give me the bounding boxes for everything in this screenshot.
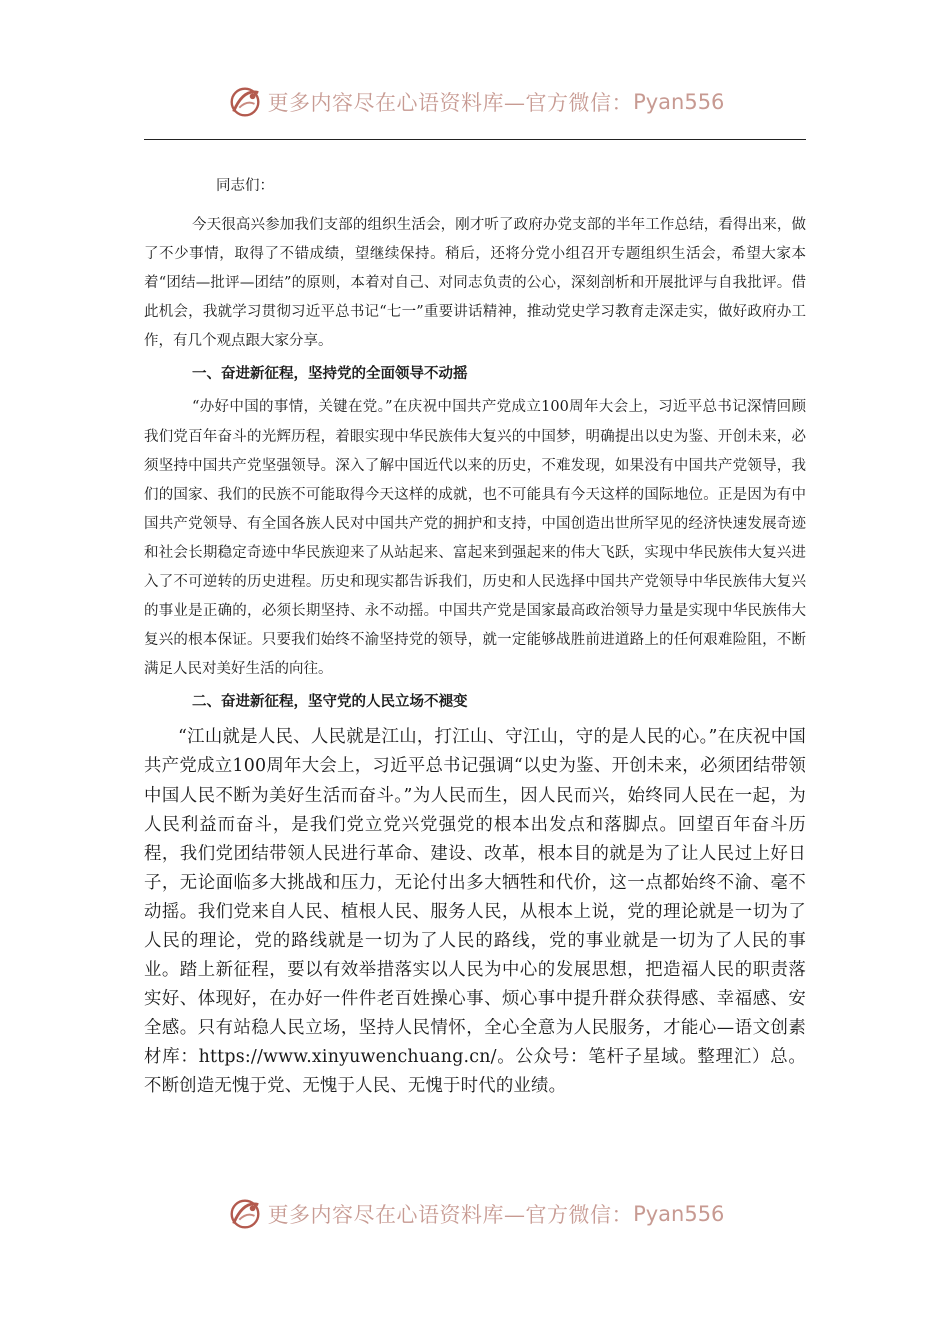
banner-text: 更多内容尽在心语资料库—官方微信： [267, 91, 634, 115]
banner-wechat-id: Pyan556 [633, 90, 725, 114]
section-1-heading: 一、奋进新征程，坚持党的全面领导不动摇 [192, 366, 468, 383]
banner-wechat-id: Pyan556 [633, 1202, 725, 1226]
banner-text: 更多内容尽在心语资料库—官方微信： [267, 1203, 634, 1227]
footer-banner [0, 1192, 950, 1236]
section-1-paragraph: “办好中国的事情，关键在党。”在庆祝中国共产党成立100周年大会上，习近平总书记深情回顾我们党百年奋斗的光辉历程，着眼实现中华民族伟大复兴的中国梦，明确提出以史为鉴、开创未来，必须坚持中国共产党坚强领导。深入了解中国近代以来的历史，不难发现，如果没有中国共产党领导，我们的国家、我们的民族不可能取得今天这样的成就，也不可能具有今天这样的国际地位。正是因为有中国共产党领导、有全国各族人民对中国共产党的拥护和支持，中国创造出世所罕见的经济快速发展奇迹和社会长期稳定奇迹中华民族迎来了从站起来、富起来到强起来的伟大飞跃，实现中华民族伟大复兴进入了不可逆转的历史进程。历史和现实都告诉我们，历史和人民选择中国共产党领导中华民族伟大复兴的事业是正确的，必须长期坚持、永不动摇。中国共产党是国家最高政治领导力量是实现中华民族伟大复兴的根本保证。只要我们始终不渝坚持党的领导，就一定能够战胜前进道路上的任何艰难险阻，不断满足人民对美好生活的向往。 [144, 399, 806, 678]
brand-logo-icon [226, 1195, 264, 1233]
header-banner [0, 80, 950, 124]
brand-logo-icon [226, 83, 264, 121]
header-rule [144, 139, 806, 140]
section-2-heading: 二、奋进新征程，坚守党的人民立场不褪变 [192, 694, 468, 711]
section-2-paragraph: “江山就是人民、人民就是江山，打江山、守江山，守的是人民的心。”在庆祝中国共产党成立100周年大会上，习近平总书记强调“以史为鉴、开创未来，必须团结带领中国人民不断为美好生活而奋斗。”为人民而生，因人民而兴，始终同人民在一起，为人民利益而奋斗，是我们党立党兴党强党的根本出发点和落脚点。回望百年奋斗历程，我们党团结带领人民进行革命、建设、改革，根本目的就是为了让人民过上好日子，无论面临多大挑战和压力，无论付出多大牺牲和代价，这一点都始终不渝、毫不动摇。我们党来自人民、植根人民、服务人民，从根本上说，党的理论就是一切为了人民的理论，党的路线就是一切为了人民的路线，党的事业就是一切为了人民的事业。踏上新征程，要以有效举措落实以人民为中心的发展思想，把造福人民的职责落实好、体现好，在办好一件件老百姓操心事、烦心事中提升群众获得感、幸福感、安全感。只有站稳人民立场，坚持人民情怀，全心全意为人民服务，才能心—语文创素材库：https://www.xinyuwenchuang.cn/。公众号：笔杆子星域。整理汇）总。不断创造无愧于党、无愧于人民、无愧于时代的业绩。 [144, 727, 806, 1096]
intro-paragraph: 今天很高兴参加我们支部的组织生活会，刚才听了政府办党支部的半年工作总结，看得出来，做了不少事情，取得了不错成绩，望继续保持。稍后，还将分党小组召开专题组织生活会，希望大家本着“团结—批评—团结”的原则，本着对自己、对同志负责的公心，深刻剖析和开展批评与自我批评。借此机会，我就学习贯彻习近平总书记“七一”重要讲话精神，推动党史学习教育走深走实，做好政府办工作，有几个观点跟大家分享。 [144, 217, 806, 350]
document-body [144, 168, 806, 1101]
salutation: 同志们： [216, 178, 274, 194]
